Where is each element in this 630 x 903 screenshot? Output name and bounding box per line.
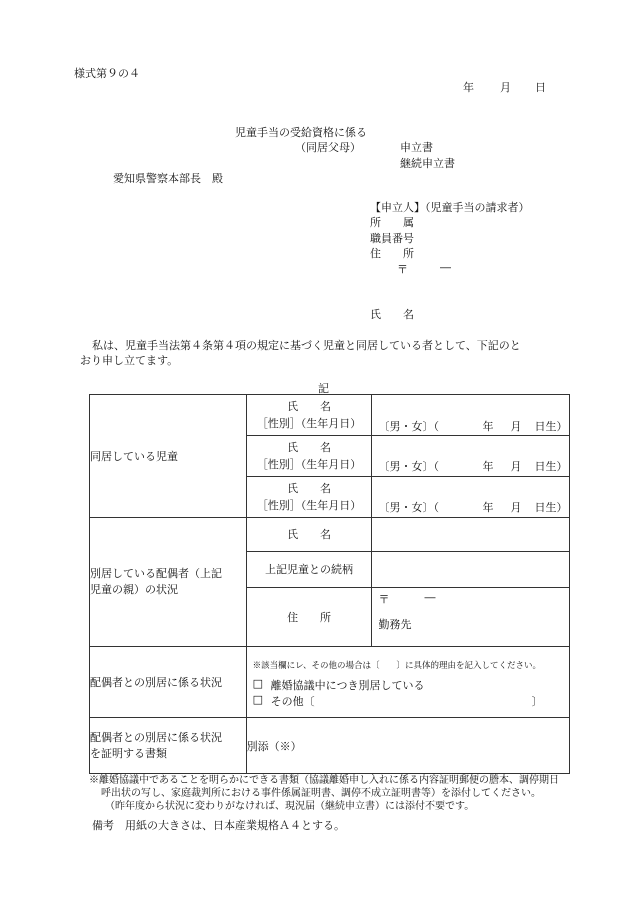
title-type-application: 申立書 xyxy=(400,141,433,154)
remarks: 備考 用紙の大きさは、日本産業規格Ａ４とする。 xyxy=(92,819,345,832)
child2-gender: 〔男・女〕（ xyxy=(378,460,439,473)
child1-info-label: ［性別］（生年月日） xyxy=(256,417,362,430)
date-month-label: 月 xyxy=(500,81,511,94)
child1-day: 日生） xyxy=(534,420,568,433)
spouse-label-line2: 児童の親）の状況 xyxy=(90,583,178,596)
docs-label-cell xyxy=(90,718,247,774)
spouse-name-label: 氏 名 xyxy=(246,518,372,552)
statement-line2: おり申し立てます。 xyxy=(80,354,179,367)
child1-labels xyxy=(246,395,372,436)
child3-name-label: 氏 名 xyxy=(287,482,332,495)
docs-label-line2: を証明する書類 xyxy=(90,746,167,760)
child3-month: 月 xyxy=(510,501,522,514)
child3-value-cell[interactable] xyxy=(372,477,570,518)
child3-info-label: ［性別］（生年月日） xyxy=(256,499,362,512)
applicant-staff-number-label: 職員番号 xyxy=(370,232,414,245)
spouse-relation-label: 上記児童との続柄 xyxy=(246,552,372,588)
applicant-affiliation-label: 所 属 xyxy=(370,216,414,229)
child3-labels xyxy=(246,477,372,518)
child2-labels xyxy=(246,436,372,477)
spouse-postal-dash: ― xyxy=(424,591,436,604)
form-table xyxy=(89,394,570,774)
statement-line1: 私は、児童手当法第４条第４項の規定に基づく児童と同居している者として、下記のと xyxy=(92,339,521,352)
child2-name-label: 氏 名 xyxy=(287,441,332,454)
separation-label-cell xyxy=(90,647,247,718)
children-label-cell xyxy=(90,395,247,518)
applicant-postal-mark: 〒 xyxy=(397,263,408,276)
spouse-name-value[interactable] xyxy=(372,518,570,552)
applicant-postal-dash: ― xyxy=(440,261,451,274)
child1-name-label: 氏 名 xyxy=(287,400,332,413)
form-number: 様式第９の４ xyxy=(74,67,140,80)
option2-label: その他〔 xyxy=(270,695,315,708)
option2-checkbox[interactable]: □ xyxy=(252,693,264,706)
child2-month: 月 xyxy=(510,460,522,473)
applicant-heading: 【申立人】（児童手当の請求者） xyxy=(370,201,530,214)
spouse-postal-mark: 〒 xyxy=(378,593,390,606)
child2-info-label: ［性別］（生年月日） xyxy=(256,458,362,471)
child1-value-cell[interactable] xyxy=(372,395,570,436)
spouse-label-cell xyxy=(90,518,247,647)
ki-heading: 記 xyxy=(318,382,329,395)
child2-day: 日生） xyxy=(534,460,568,473)
spouse-relation-value[interactable] xyxy=(372,552,570,588)
applicant-address-label: 住 所 xyxy=(370,247,414,260)
child1-month: 月 xyxy=(510,420,522,433)
date-year-label: 年 xyxy=(463,81,474,94)
child1-year: 年 xyxy=(482,420,494,433)
child3-day: 日生） xyxy=(534,501,568,514)
separation-label: 配偶者との別居に係る状況 xyxy=(90,676,222,689)
title-line2: （同居父母） xyxy=(295,141,361,154)
child2-value-cell[interactable] xyxy=(372,436,570,477)
separation-options-cell xyxy=(246,647,569,718)
spouse-label-line1: 別居している配偶者（上記 xyxy=(90,567,222,580)
option2-close-bracket: 〕 xyxy=(531,695,543,708)
spouse-work-label: 勤務先 xyxy=(378,618,412,631)
date-day-label: 日 xyxy=(535,81,546,94)
children-label: 同居している児童 xyxy=(90,450,178,463)
title-line1: 児童手当の受給資格に係る xyxy=(235,126,367,139)
note-line3: （昨年度から状況に変わりがなければ、現況届（継続申立書）には添付不要です。 xyxy=(105,801,475,812)
note-line1: ※離婚協議中であることを明らかにできる書類（協議離婚申し入れに係る内容証明郵便の謄本、調停期日 xyxy=(89,775,559,786)
docs-value: 別添（※） xyxy=(246,718,569,774)
spouse-address-value[interactable] xyxy=(372,588,570,647)
option1-label: 離婚協議中につき別居している xyxy=(270,679,425,692)
child3-gender: 〔男・女〕（ xyxy=(378,501,439,514)
spouse-address-label: 住 所 xyxy=(246,588,372,647)
child2-year: 年 xyxy=(482,460,494,473)
docs-label-line1: 配偶者との別居に係る状況 xyxy=(90,730,222,744)
child3-year: 年 xyxy=(482,501,494,514)
addressee: 愛知県警察本部長 殿 xyxy=(113,172,223,185)
option1-checkbox[interactable]: □ xyxy=(252,677,264,690)
note-line2: 呼出状の写し、家庭裁判所における事件係属証明書、調停不成立証明書等）を添付してください。 xyxy=(101,788,541,799)
title-type-continuation: 継続申立書 xyxy=(400,157,455,170)
separation-note: ※該当欄にレ、その他の場合は〔 〕に具体的理由を記入してください。 xyxy=(252,661,541,671)
child1-gender: 〔男・女〕（ xyxy=(378,420,439,433)
applicant-name-label: 氏 名 xyxy=(370,308,414,321)
